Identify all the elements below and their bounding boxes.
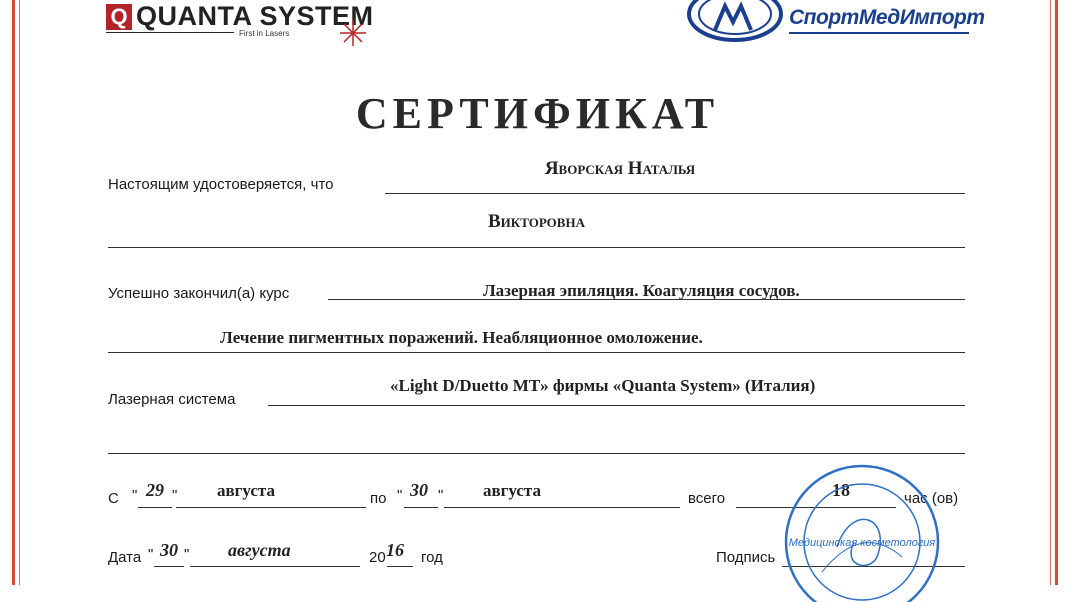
course-label: Успешно закончил(а) курс [108,285,290,302]
name-line-1 [385,193,965,194]
date-day: 30 [160,540,178,560]
date-close-quote: " [184,546,190,563]
date-month-line [190,566,360,567]
mi-emblem-icon [685,0,785,42]
to-close-quote: " [438,487,444,504]
from-day: 29 [146,480,164,500]
certificate-title: СЕРТИФИКАТ [355,89,720,138]
date-month: августа [228,540,291,560]
round-seal-stamp [782,462,942,602]
name-line-2 [108,247,965,248]
hours-unit-label: час (ов) [904,490,959,507]
date-label: Дата [108,549,142,566]
sparkle-icon [338,18,368,48]
from-close-quote: " [172,487,178,504]
to-month-line [444,507,680,508]
to-day: 30 [410,480,428,500]
certifies-label: Настоящим удостоверяется, что [108,176,334,193]
stamp-text: Медицинская косметология [788,537,936,549]
to-day-line [404,507,438,508]
date-open-quote: " [148,546,154,563]
to-label: по [370,490,387,507]
quanta-brand-text: QUANTA SYSTEM [136,1,374,31]
q-logo-icon: Q [106,4,132,30]
to-open-quote: " [397,487,403,504]
blank-line [108,453,965,454]
signature-label: Подпись [716,549,776,566]
logo-right-underline [789,32,969,34]
date-day-line [154,566,184,567]
logo-underline [106,32,234,33]
to-month: августа [483,481,541,500]
from-label: С [108,490,119,507]
sportmedimport-text: СпортМедИмпорт [789,6,985,29]
laser-system-label: Лазерная система [108,391,236,408]
course-line-2 [108,352,965,353]
from-month-line [176,507,366,508]
quanta-system-logo [104,0,374,50]
course-second-line: Лечение пигментных поражений. Неабляционное омоложение. [220,328,703,347]
total-label: всего [688,490,726,507]
year-suffix: 16 [386,540,404,560]
from-month: августа [217,481,275,500]
year-label: год [421,549,443,566]
year-prefix: 20 [369,549,386,566]
laser-system-value: «Light D/Duetto MT» фирмы «Quanta System» (Италия) [390,376,816,395]
name-first-line: Яворская Наталья [544,158,696,179]
sportmedimport-logo [685,0,985,42]
total-hours: 18 [832,480,850,500]
course-first-line: Лазерная эпиляция. Коагуляция сосудов. [483,281,800,300]
from-open-quote: " [132,487,138,504]
laser-system-line [268,405,965,406]
quanta-tagline: First in Lasers [239,29,290,38]
name-second-line: Викторовна [488,211,585,232]
from-day-line [138,507,172,508]
year-suffix-line [387,566,413,567]
